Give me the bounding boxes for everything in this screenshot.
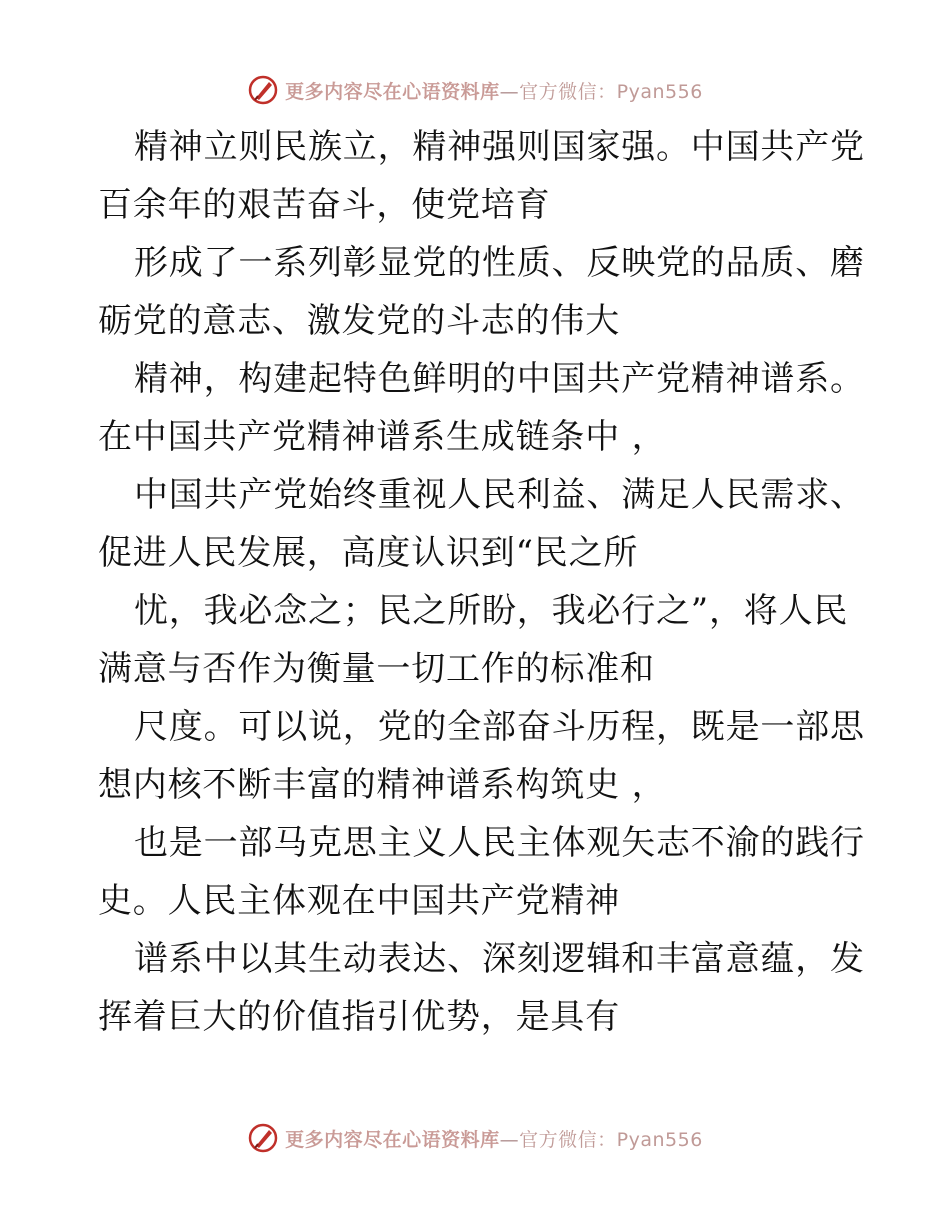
header-watermark	[0, 70, 950, 110]
watermark-separator: —	[499, 1128, 520, 1151]
watermark-text	[285, 77, 703, 104]
text-line: 砺党的意志、激发党的斗志的伟大	[98, 301, 620, 341]
text-line: 中国共产党始终重视人民利益、满足人民需求、	[134, 475, 865, 515]
footer-watermark	[0, 1118, 950, 1158]
text-line: 尺度。可以说，党的全部奋斗历程，既是一部思	[134, 707, 865, 747]
quill-logo-icon	[247, 1122, 279, 1154]
watermark-contact: 官方微信：Pyan556	[519, 1128, 703, 1151]
watermark-brand: 更多内容尽在心语资料库	[285, 80, 500, 103]
text-line: 满意与否作为衡量一切工作的标准和	[98, 649, 655, 689]
text-line: 谱系中以其生动表达、深刻逻辑和丰富意蕴，发	[134, 939, 865, 979]
text-line: 史。人民主体观在中国共产党精神	[98, 881, 620, 921]
text-line: 在中国共产党精神谱系生成链条中 ，	[98, 417, 667, 457]
document-body	[98, 118, 865, 1046]
watermark-text	[285, 1125, 703, 1152]
text-line: 也是一部马克思主义人民主体观矢志不渝的践行	[134, 823, 865, 863]
quill-logo-icon	[247, 74, 279, 106]
text-line: 促进人民发展，高度认识到“民之所	[98, 533, 639, 573]
text-line: 百余年的艰苦奋斗，使党培育	[98, 185, 551, 225]
text-line: 形成了一系列彰显党的性质、反映党的品质、磨	[134, 243, 865, 283]
watermark-brand: 更多内容尽在心语资料库	[285, 1128, 500, 1151]
text-line: 精神，构建起特色鲜明的中国共产党精神谱系。	[134, 359, 865, 399]
watermark-separator: —	[499, 80, 520, 103]
text-line: 挥着巨大的价值指引优势，是具有	[98, 997, 620, 1037]
text-line: 想内核不断丰富的精神谱系构筑史 ，	[98, 765, 667, 805]
watermark-contact: 官方微信：Pyan556	[519, 80, 703, 103]
text-line: 忧，我必念之；民之所盼，我必行之”，将人民	[134, 591, 849, 631]
text-line: 精神立则民族立，精神强则国家强。中国共产党	[134, 127, 865, 167]
